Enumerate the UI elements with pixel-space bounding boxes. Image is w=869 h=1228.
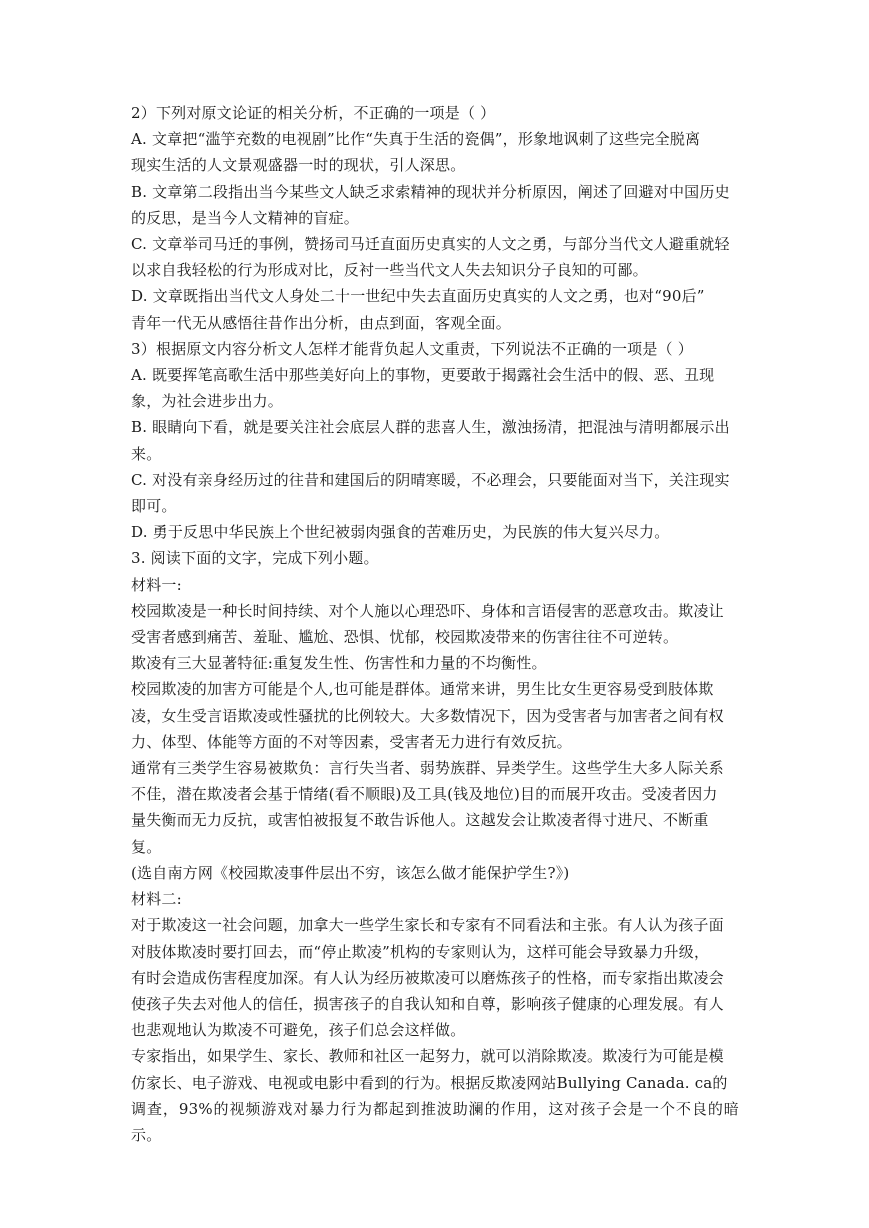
text-line: 专家指出，如果学生、家长、教师和社区一起努力，就可以消除欺凌。欺凌行为可能是模	[131, 1047, 724, 1066]
text-line: (选自南方网《校园欺凌事件层出不穷，该怎么做才能保护学生?》)	[131, 863, 570, 882]
text-line: 校园欺凌的加害方可能是个人,也可能是群体。通常来讲，男生比女生更容易受到肢体欺	[131, 680, 714, 699]
text-line: 欺凌有三大显著特征:重复发生性、伤害性和力量的不均衡性。	[131, 654, 547, 673]
text-line: 材料一:	[131, 575, 182, 594]
text-line: 现实生活的人文景观盛器一时的现状，引人深思。	[131, 156, 466, 175]
text-line: 量失衡而无力反抗，或害怕被报复不敢告诉他人。这越发会让欺凌者得寸进尺、不断重	[131, 811, 709, 830]
text-line: C. 对没有亲身经历过的往昔和建国后的阴晴寒暖，不必理会，只要能面对当下，关注现实	[131, 470, 730, 489]
text-line: A. 既要挥笔高歌生活中那些美好向上的事物，更要敢于揭露社会生活中的假、恶、丑现	[131, 366, 715, 385]
text-line: 也悲观地认为欺凌不可避免，孩子们总会这样做。	[131, 1021, 466, 1040]
text-line: 象，为社会进步出力。	[131, 392, 284, 411]
text-line: 受害者感到痛苦、羞耻、尴尬、恐惧、忧郁，校园欺凌带来的伤害往往不可逆转。	[131, 628, 679, 647]
text-line: D. 勇于反思中华民族上个世纪被弱肉强食的苦难历史，为民族的伟大复兴尽力。	[131, 523, 670, 542]
text-line: D. 文章既指出当代文人身处二十一世纪中失去直面历史真实的人文之勇，也对“90后”	[131, 287, 705, 306]
text-line: 对于欺凌这一社会问题，加拿大一些学生家长和专家有不同看法和主张。有人认为孩子面	[131, 916, 724, 935]
text-line: 的反思，是当今人文精神的盲症。	[131, 208, 360, 227]
text-line: 复。	[131, 837, 162, 856]
text-line: A. 文章把“滥竽充数的电视剧”比作“失真于生活的瓷偶”，形象地讽刺了这些完全脱离	[131, 130, 701, 149]
text-line: B. 文章第二段指出当今某些文人缺乏求索精神的现状并分析原因，阐述了回避对中国历史	[131, 182, 730, 201]
text-line: 材料二:	[131, 890, 182, 909]
text-line: 仿家长、电子游戏、电视或电影中看到的行为。根据反欺凌网站Bullying Canada. ca的	[131, 1073, 728, 1092]
text-line: 青年一代无从感悟往昔作出分析，由点到面，客观全面。	[131, 313, 512, 332]
text-line: 使孩子失去对他人的信任，损害孩子的自我认知和自尊，影响孩子健康的心理发展。有人	[131, 994, 724, 1013]
text-line: 力、体型、体能等方面的不对等因素，受害者无力进行有效反抗。	[131, 732, 572, 751]
text-line: 2）下列对原文论证的相关分析，不正确的一项是（ ）	[131, 104, 496, 122]
text-line: 对肢体欺凌时要打回去，而“停止欺凌”机构的专家则认为，这样可能会导致暴力升级，	[131, 942, 710, 961]
text-line: 调查，93%的视频游戏对暴力行为都起到推波助澜的作用，这对孩子会是一个不良的暗示。	[131, 1099, 739, 1144]
text-line: 有时会造成伤害程度加深。有人认为经历被欺凌可以磨炼孩子的性格，而专家指出欺凌会	[131, 968, 724, 987]
text-line: 凌，女生受言语欺凌或性骚扰的比例较大。大多数情况下，因为受害者与加害者之间有权	[131, 706, 724, 725]
text-line: 通常有三类学生容易被欺负：言行失当者、弱势族群、异类学生。这些学生大多人际关系	[131, 759, 724, 778]
text-line: 3. 阅读下面的文字，完成下列小题。	[131, 549, 379, 568]
text-line: B. 眼睛向下看，就是要关注社会底层人群的悲喜人生，激浊扬清，把混浊与清明都展示出	[131, 418, 730, 437]
text-line: 即可。	[131, 497, 177, 516]
text-line: 3）根据原文内容分析文人怎样才能背负起人文重责，下列说法不正确的一项是（ ）	[131, 339, 693, 358]
text-line: 来。	[131, 444, 162, 463]
document-body	[131, 100, 739, 1148]
text-line: C. 文章举司马迁的事例，赞扬司马迁直面历史真实的人文之勇，与部分当代文人避重就轻	[131, 235, 730, 254]
text-line: 以求自我轻松的行为形成对比，反衬一些当代文人失去知识分子良知的可鄙。	[131, 261, 648, 280]
text-line: 不佳，潜在欺凌者会基于情绪(看不顺眼)及工具(钱及地位)目的而展开攻击。受凌者因力	[131, 785, 718, 804]
text-line: 校园欺凌是一种长时间持续、对个人施以心理恐吓、身体和言语侵害的恶意攻击。欺凌让	[131, 601, 724, 620]
